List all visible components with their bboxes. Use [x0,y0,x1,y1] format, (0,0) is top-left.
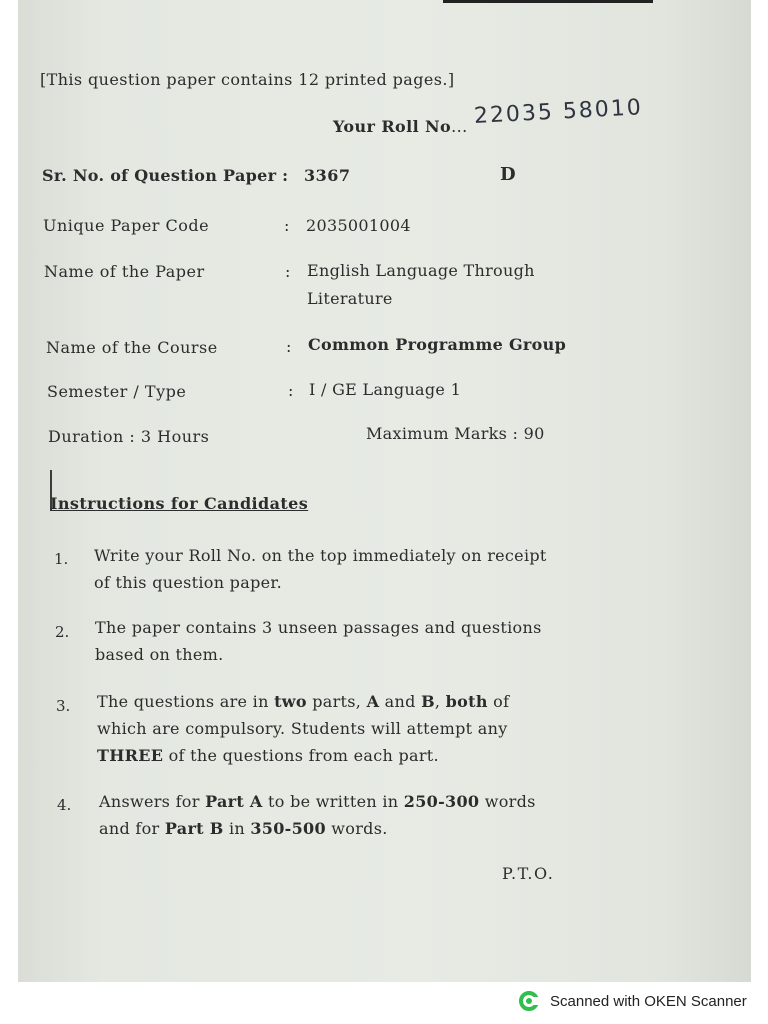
sr-no-value: 3367 [304,166,351,185]
unique-code-value: 2035001004 [306,216,411,235]
paper-name-colon: : [285,262,291,281]
instruction-number: 1. [54,550,69,568]
scanner-watermark [518,990,747,1012]
semester-value: I / GE Language 1 [309,380,462,399]
course-label: Name of the Course [46,338,218,357]
paper-name-line1: English Language Through [307,261,535,280]
course-value: Common Programme Group [308,335,567,354]
instruction-text: Answers for Part A to be written in 250-300 words and for Part B in 350-500 words. [99,792,536,838]
instruction-number: 4. [57,796,72,814]
instruction-text: The questions are in two parts, A and B, both of which are compulsory. Students will attempt any THREE of the questions from each part. [97,692,510,765]
semester-colon: : [288,381,294,400]
semester-label: Semester / Type [47,382,187,401]
duration-text: Duration : 3 Hours [48,427,210,446]
instruction-number: 2. [55,623,70,641]
instruction-number: 3. [56,697,71,715]
page-count-note: [This question paper contains 12 printed pages.] [40,70,455,89]
top-edge-shadow [443,0,653,3]
please-turn-over: P.T.O. [502,864,555,883]
scanner-logo-icon [518,990,542,1012]
max-marks-text: Maximum Marks : 90 [366,424,545,443]
sr-no-label: Sr. No. of Question Paper : [42,166,289,185]
scanned-page [18,0,751,982]
paper-name-label: Name of the Paper [44,262,205,281]
handwritten-roll-number: 22035 58010 [473,95,644,129]
instruction-text: The paper contains 3 unseen passages and questions based on them. [95,618,542,664]
course-colon: : [286,337,292,356]
instruction-text: Write your Roll No. on the top immediately on receipt of this question paper. [94,546,547,592]
instructions-title: Instructions for Candidates [50,494,309,513]
paper-set-letter: D [500,164,516,185]
unique-code-label: Unique Paper Code [43,216,210,235]
paper-name-line2: Literature [307,289,393,308]
unique-code-colon: : [284,216,290,235]
scanner-text: Scanned with OKEN Scanner [550,992,747,1010]
roll-number-label: Your Roll No... [333,117,468,136]
